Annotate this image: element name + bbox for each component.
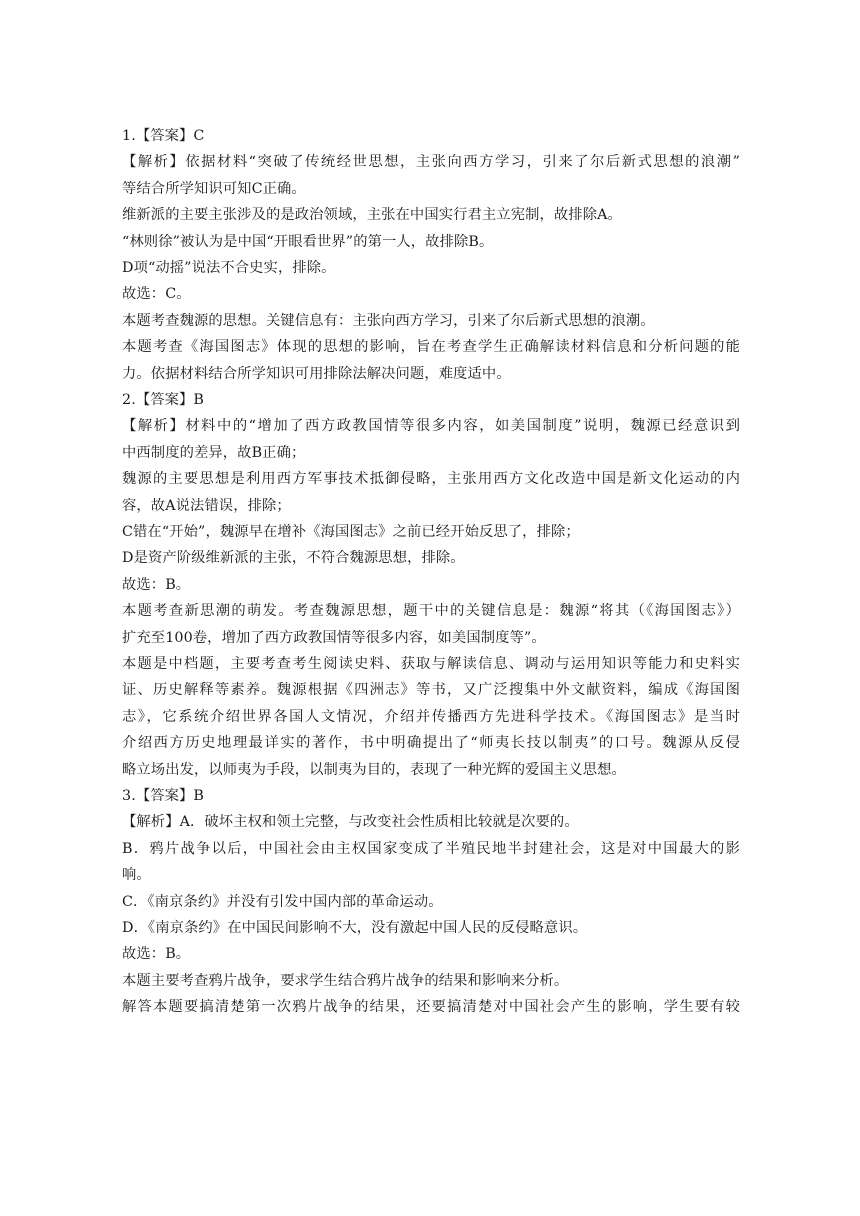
summary-line: 证、历史解释等素养。魏源根据《四洲志》等书，又广泛搜集中外文献资料，编成《海国图 — [122, 682, 740, 699]
analysis-line: 等结合所学知识可知C正确。 — [122, 180, 306, 197]
analysis-line: C错在“开始”，魏源早在增补《海国图志》之前已经开始反思了，排除； — [122, 524, 580, 540]
summary-line: 解答本题要搞清楚第一次鸦片战争的结果，还要搞清楚对中国社会产生的影响，学生要有较 — [122, 999, 740, 1016]
analysis-line: 中西制度的差异，故B正确； — [122, 444, 306, 461]
answer-heading-1: 1.【答案】C — [122, 128, 205, 144]
analysis-line: 响。 — [122, 867, 151, 884]
analysis-line: D是资产阶级维新派的主张，不符合魏源思想，排除。 — [122, 550, 465, 567]
answer-heading-2: 2.【答案】B — [122, 392, 205, 408]
summary-line: 本题是中档题，主要考查考生阅读史料、获取与解读信息、调动与运用知识等能力和史料实 — [122, 656, 740, 672]
summary-line: 志》，它系统介绍世界各国人文情况，介绍并传播西方先进科学技术。《海国图志》是当时 — [122, 708, 740, 725]
analysis-line: 魏源的主要思想是利用西方军事技术抵御侵略，主张用西方文化改造中国是新文化运动的内 — [122, 471, 740, 488]
analysis-line: C．《南京条约》并没有引发中国内部的革命运动。 — [122, 893, 443, 910]
choice-line: 故选：B。 — [122, 946, 191, 963]
analysis-line: D项“动摇”说法不合史实，排除。 — [122, 260, 336, 276]
summary-line: 本题考查新思潮的萌发。考查魏源思想，题干中的关键信息是：魏源“将其（《海国图志》） — [122, 603, 740, 620]
analysis-line: 【解析】A．破坏主权和领土完整，与改变社会性质相比较就是次要的。 — [122, 814, 579, 831]
analysis-line: 【解析】依据材料“突破了传统经世思想，主张向西方学习，引来了尔后新式思想的浪潮” — [122, 154, 740, 171]
summary-line: 略立场出发，以师夷为手段，以制夷为目的，表现了一种光辉的爱国主义思想。 — [122, 761, 626, 778]
analysis-line: D．《南京条约》在中国民间影响不大，没有激起中国人民的反侵略意识。 — [122, 920, 588, 936]
answer-heading-3: 3.【答案】B — [122, 788, 205, 804]
analysis-line: “林则徐”被认为是中国“开眼看世界”的第一人，故排除B。 — [122, 233, 494, 250]
choice-line: 故选：B。 — [122, 576, 191, 593]
summary-line: 本题考查《海国图志》体现的思想的影响，旨在考查学生正确解读材料信息和分析问题的能 — [122, 339, 740, 356]
analysis-line: 容，故A说法错误，排除； — [122, 497, 291, 514]
summary-line: 本题考查魏源的思想。关键信息有：主张向西方学习，引来了尔后新式思想的浪潮。 — [122, 312, 655, 329]
summary-line: 介绍西方历史地理最详实的著作，书中明确提出了“师夷长技以制夷”的口号。魏源从反侵 — [122, 735, 740, 752]
summary-line: 扩充至100卷，增加了西方政教国情等很多内容，如美国制度等”。 — [122, 629, 546, 646]
summary-line: 力。依据材料结合所学知识可用排除法解决问题，难度适中。 — [122, 365, 511, 382]
analysis-line: B．鸦片战争以后，中国社会由主权国家变成了半殖民地半封建社会，这是对中国最大的影 — [122, 840, 740, 857]
analysis-line: 维新派的主要主张涉及的是政治领域，主张在中国实行君主立宪制，故排除A。 — [122, 207, 622, 224]
analysis-line: 【解析】材料中的“增加了西方政教国情等很多内容，如美国制度”说明，魏源已经意识到 — [122, 418, 740, 435]
choice-line: 故选：C。 — [122, 286, 191, 303]
summary-line: 本题主要考查鸦片战争，要求学生结合鸦片战争的结果和影响来分析。 — [122, 972, 569, 989]
